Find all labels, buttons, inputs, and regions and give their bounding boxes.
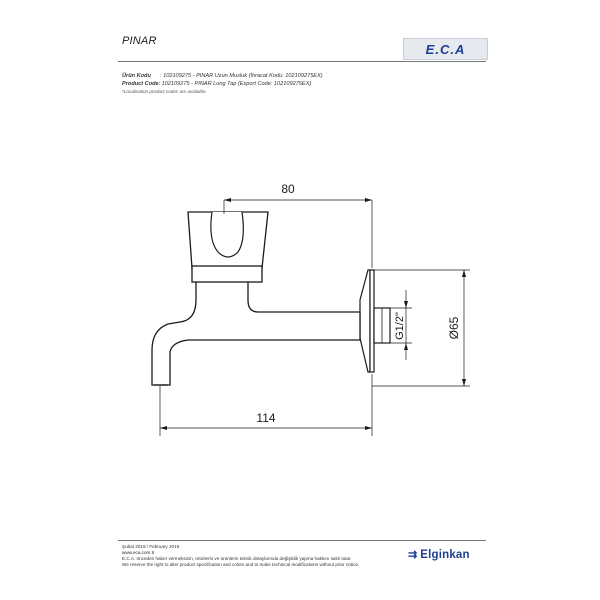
footer-date: Şubat 2019 / February 2019 <box>122 544 180 549</box>
code-value-en: 102109275 - PINAR Long Tap (Export Code: 102109275EX) <box>161 81 312 87</box>
dimension-diameter-label: Ø65 <box>447 316 461 340</box>
footer-disclaimer-en: We reserve the right to alter product specification and colors and to make technical modifications without prior notice. <box>122 562 360 567</box>
code-label-en: Product Code: <box>122 81 161 87</box>
dimension-114 <box>160 374 372 436</box>
elginkan-name: Elginkan <box>420 548 470 561</box>
footer-disclaimer-tr: E.C.A. önceden haber vermeksizin, ürünlerin ve ürünlerin teknik detaylarında değişiklik yapma hakkını saklı tutar. <box>122 556 352 561</box>
dimension-thread <box>390 290 412 360</box>
tap-handle <box>188 212 268 282</box>
code-value-tr: : 102109275 - PINAR Uzun Musluk (İhracat Kodu: 102109275EX) <box>160 73 323 79</box>
eca-logo-text: E.C.A <box>425 41 466 57</box>
elginkan-mark-icon: ⇉ <box>408 549 418 561</box>
product-title: PINAR <box>122 35 157 47</box>
dimension-114-label: 114 <box>256 411 276 425</box>
dimension-thread-label: G1/2" <box>394 312 406 340</box>
footer <box>122 544 359 568</box>
wall-flange <box>360 270 374 372</box>
thread-connector <box>374 308 390 343</box>
tap-body <box>152 281 360 385</box>
code-note: *Localisation product codes are available. <box>122 89 207 94</box>
code-label-tr: Ürün Kodu <box>122 73 151 79</box>
dimension-80-label: 80 <box>281 182 295 196</box>
footer-url: www.eca.com.tr <box>122 550 155 555</box>
footer-rule <box>118 540 486 541</box>
elginkan-logo <box>408 548 470 561</box>
